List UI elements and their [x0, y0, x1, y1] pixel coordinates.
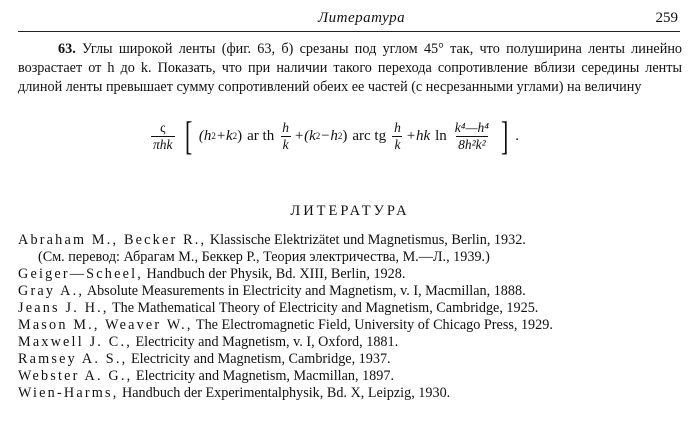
problem-63	[18, 40, 682, 97]
reference-text: The Electromagnetic Field, University of Chicago Press, 1929.	[195, 317, 553, 333]
fraction-3	[453, 120, 491, 153]
prefactor-numerator: ς	[160, 119, 166, 135]
reference-text: (См. перевод: Абрагам М., Беккер Р., Теория электричества, М.—Л., 1939.)	[38, 249, 490, 265]
fraction-1	[280, 120, 291, 153]
reference-list	[18, 232, 684, 402]
fraction-1-den: k	[282, 136, 289, 152]
open-bracket: [	[184, 113, 192, 158]
reference-text: Electricity and Magnetism, Macmillan, 1897.	[135, 368, 394, 384]
reference-text: Klassische Elektrizätet und Magnetismus, Berlin, 1932.	[209, 232, 526, 248]
prefactor-fraction	[151, 120, 175, 153]
formula: $\frac{\varsigma}{\text{πhk}}$ [ (h 2 +k 2 ) ar th $\frac{h}{k}$ +(k 2 −h 2 ) arc tg $\frac{h}{k}$ +hk ln $\frac{\text{k⁴—h⁴}}{\text{8h²k²}}$ ] .	[153, 113, 520, 158]
section-title: ЛИТЕРАТУРА	[290, 203, 410, 219]
reference-item	[18, 385, 684, 402]
reference-item	[18, 300, 684, 317]
reference-author: Webster A. G.,	[18, 368, 133, 384]
header-rule	[18, 31, 680, 32]
fraction-2-num: h	[394, 119, 401, 135]
prefactor-denominator: πhk	[153, 136, 173, 152]
reference-author: Mason M., Weaver W.,	[18, 317, 193, 333]
reference-item	[18, 368, 684, 385]
term1-pre: (h	[198, 127, 212, 144]
fraction-2	[392, 120, 403, 153]
reference-text: The Mathematical Theory of Electricity and Magnetism, Cambridge, 1925.	[111, 300, 539, 316]
reference-text: Handbuch der Physik, Bd. XIII, Berlin, 1928.	[146, 266, 406, 282]
reference-item	[18, 317, 684, 334]
reference-author: Jeans J. H.,	[18, 300, 109, 316]
reference-author: Gray A.,	[18, 283, 85, 299]
reference-item	[18, 249, 684, 266]
reference-text: Absolute Measurements in Electricity and Magnetism, v. I, Macmillan, 1888.	[86, 283, 526, 299]
problem-number: 63.	[58, 41, 76, 57]
reference-item	[18, 266, 684, 283]
reference-author: Wien-Harms,	[18, 385, 119, 401]
reference-author: Abraham M., Becker R.,	[18, 232, 207, 248]
reference-item	[18, 334, 684, 351]
term2-close: )	[342, 127, 348, 144]
reference-author: Ramsey A. S.,	[18, 351, 128, 367]
term2-minus: −h	[320, 127, 338, 144]
fraction-1-num: h	[282, 119, 289, 135]
reference-author: Maxwell J. C.,	[18, 334, 132, 350]
fraction-2-den: k	[394, 136, 401, 152]
term2-pre: +(k	[293, 127, 316, 144]
problem-paragraph	[18, 40, 682, 97]
reference-item	[18, 283, 684, 300]
formula-end: .	[515, 127, 520, 144]
function-arctg: arc tg	[352, 127, 387, 144]
page-header	[18, 10, 680, 32]
reference-text: Electricity and Magnetism, v. I, Oxford, 1881.	[135, 334, 399, 350]
fraction-3-den: 8h²k²	[458, 136, 486, 152]
reference-item	[18, 232, 684, 249]
function-arth: ar th	[247, 127, 275, 144]
reference-author: Geiger—Scheel,	[18, 266, 143, 282]
problem-text: Углы широкой ленты (фиг. 63, б) срезаны под углом 45° так, что полуширина ленты линейно возрастает от h до k. Показать, что при наличии такого перехода сопротивление вблизи середины ленты длиной ленты превышает сумму сопротивлений обеих ее частей (с несрезанными углами) на величину	[18, 41, 683, 95]
term3: +hk	[405, 127, 431, 144]
reference-text: Handbuch der Experimentalphysik, Bd. X, Leipzig, 1930.	[122, 385, 451, 401]
close-bracket: ]	[500, 113, 509, 158]
term1-close: )	[237, 127, 243, 144]
fraction-3-num: k⁴—h⁴	[454, 119, 489, 135]
running-title: Литература	[318, 10, 406, 26]
reference-text: Electricity and Magnetism, Cambridge, 1937.	[130, 351, 391, 367]
term1-plus: +k	[215, 127, 233, 144]
page-number: 259	[655, 10, 678, 26]
function-ln: ln	[435, 127, 447, 144]
reference-item	[18, 351, 684, 368]
